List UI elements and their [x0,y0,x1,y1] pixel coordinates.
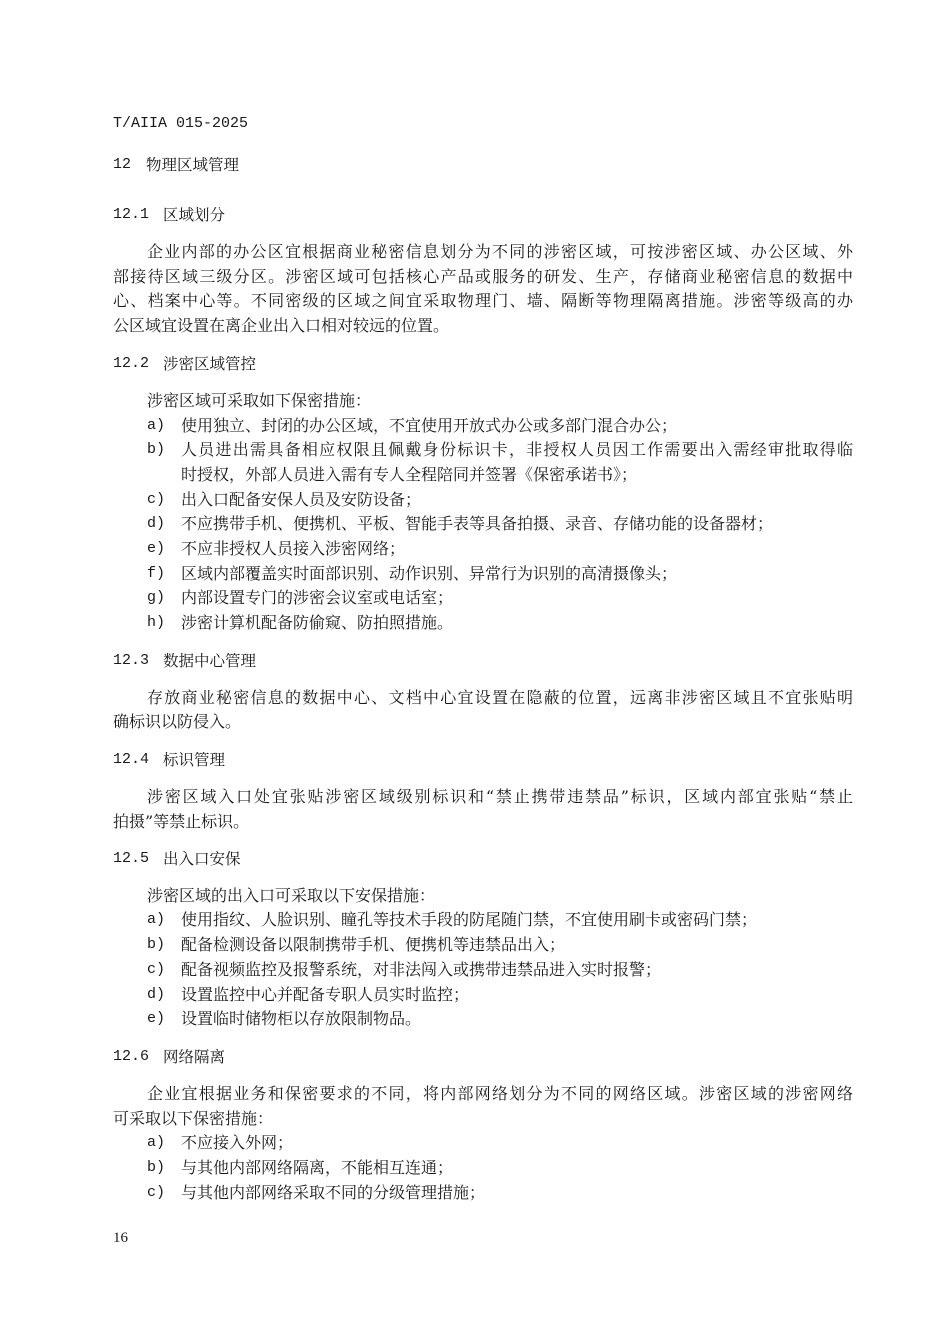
list-item-text: 配备视频监控及报警系统，对非法闯入或携带违禁品进入实时报警； [181,960,662,979]
section-title: 涉密区域管控 [163,355,257,373]
list-item-text: 人员进出需具备相应权限且佩戴身份标识卡，非授权人员因工作需要出入需经审批取得临 [181,440,853,459]
list-item-text: 不应接入外网； [181,1133,294,1152]
list-item-label: b) [147,1159,166,1176]
list-item-text: 设置临时储物柜以存放限制物品。 [181,1009,422,1028]
list-item-text: 区域内部覆盖实时面部识别、动作识别、异常行为识别的高清摄像头； [181,564,678,583]
paragraph-line: 心、档案中心等。不同密级的区域之间宜采取物理门、墙、隔断等物理隔离措施。涉密等级高的办 [113,291,853,310]
paragraph-line: 企业宜根据业务和保密要求的不同，将内部网络划分为不同的网络区域。涉密区域的涉密网络 [147,1084,853,1103]
list-item-label: e) [147,1010,166,1027]
section-title: 区域划分 [163,206,226,224]
section-title: 标识管理 [163,751,226,769]
paragraph-line: 确标识以防侵入。 [113,712,242,731]
list-item-label: a) [147,1134,166,1151]
section-number: 12.3 [113,652,150,669]
list-item-label: c) [147,961,166,978]
list-item-text: 设置监控中心并配备专职人员实时监控； [181,985,470,1004]
list-item-label: c) [147,1184,166,1201]
list-item-label: d) [147,986,166,1003]
list-item-text: 不应携带手机、便携机、平板、智能手表等具备拍摄、录音、存储功能的设备器材； [181,514,774,533]
section-title: 数据中心管理 [163,652,257,670]
section-number: 12.4 [113,751,150,768]
section-title: 网络隔离 [163,1048,226,1066]
list-item-text: 使用独立、封闭的办公区域，不宜使用开放式办公或多部门混合办公； [181,416,678,435]
list-item-text: 使用指纹、人脸识别、瞳孔等技术手段的防尾随门禁，不宜使用刷卡或密码门禁； [181,910,758,929]
paragraph-line: 拍摄”等禁止标识。 [113,812,250,831]
paragraph-line: 企业内部的办公区宜根据商业秘密信息划分为不同的涉密区域，可按涉密区域、办公区域、外 [147,242,853,261]
paragraph-line: 部接待区域三级分区。涉密区域可包括核心产品或服务的研发、生产，存储商业秘密信息的数据中 [113,267,853,286]
section-title: 出入口安保 [163,850,241,868]
list-item-text: 与其他内部网络采取不同的分级管理措施； [181,1183,486,1202]
list-item-text: 涉密计算机配备防偷窥、防拍照措施。 [181,613,454,632]
list-item-text: 出入口配备安保人员及安防设备； [181,490,422,509]
paragraph-line: 涉密区域入口处宜张贴涉密区域级别标识和“禁止携带违禁品”标识，区域内部宜张贴“禁止 [147,787,853,806]
section-number: 12.5 [113,850,150,867]
list-item-label: e) [147,540,166,557]
paragraph-line: 可采取以下保密措施： [113,1109,274,1128]
section-number: 12.6 [113,1048,150,1065]
list-item-label: b) [147,936,166,953]
paragraph-line: 公区域宜设置在离企业出入口相对较远的位置。 [113,316,450,335]
list-item-text: 与其他内部网络隔离，不能相互连通； [181,1158,454,1177]
chapter-number: 12 [113,156,132,173]
list-item-label: a) [147,417,166,434]
section-number: 12.1 [113,206,150,223]
list-item-label: d) [147,515,166,532]
list-item-label: c) [147,491,166,508]
page-number: 16 [113,1230,128,1246]
section-number: 12.2 [113,355,150,372]
document-code-header: T/AIIA 015-2025 [113,115,249,132]
paragraph-line: 涉密区域的出入口可采取以下安保措施： [147,886,436,905]
chapter-title: 物理区域管理 [146,156,240,174]
list-item-label: h) [147,614,166,631]
paragraph-line: 存放商业秘密信息的数据中心、文档中心宜设置在隐蔽的位置，远离非涉密区域且不宜张贴明 [147,688,853,707]
paragraph-line: 涉密区域可采取如下保密措施： [147,391,372,410]
list-item-text: 配备检测设备以限制携带手机、便携机等违禁品出入； [181,935,566,954]
list-item-label: a) [147,911,166,928]
list-item-label: g) [147,589,166,606]
list-item-text: 内部设置专门的涉密会议室或电话室； [181,588,454,607]
list-item-text: 时授权，外部人员进入需有专人全程陪同并签署《保密承诺书》； [181,465,638,484]
list-item-label: f) [147,565,166,582]
list-item-label: b) [147,441,166,458]
list-item-text: 不应非授权人员接入涉密网络； [181,539,406,558]
